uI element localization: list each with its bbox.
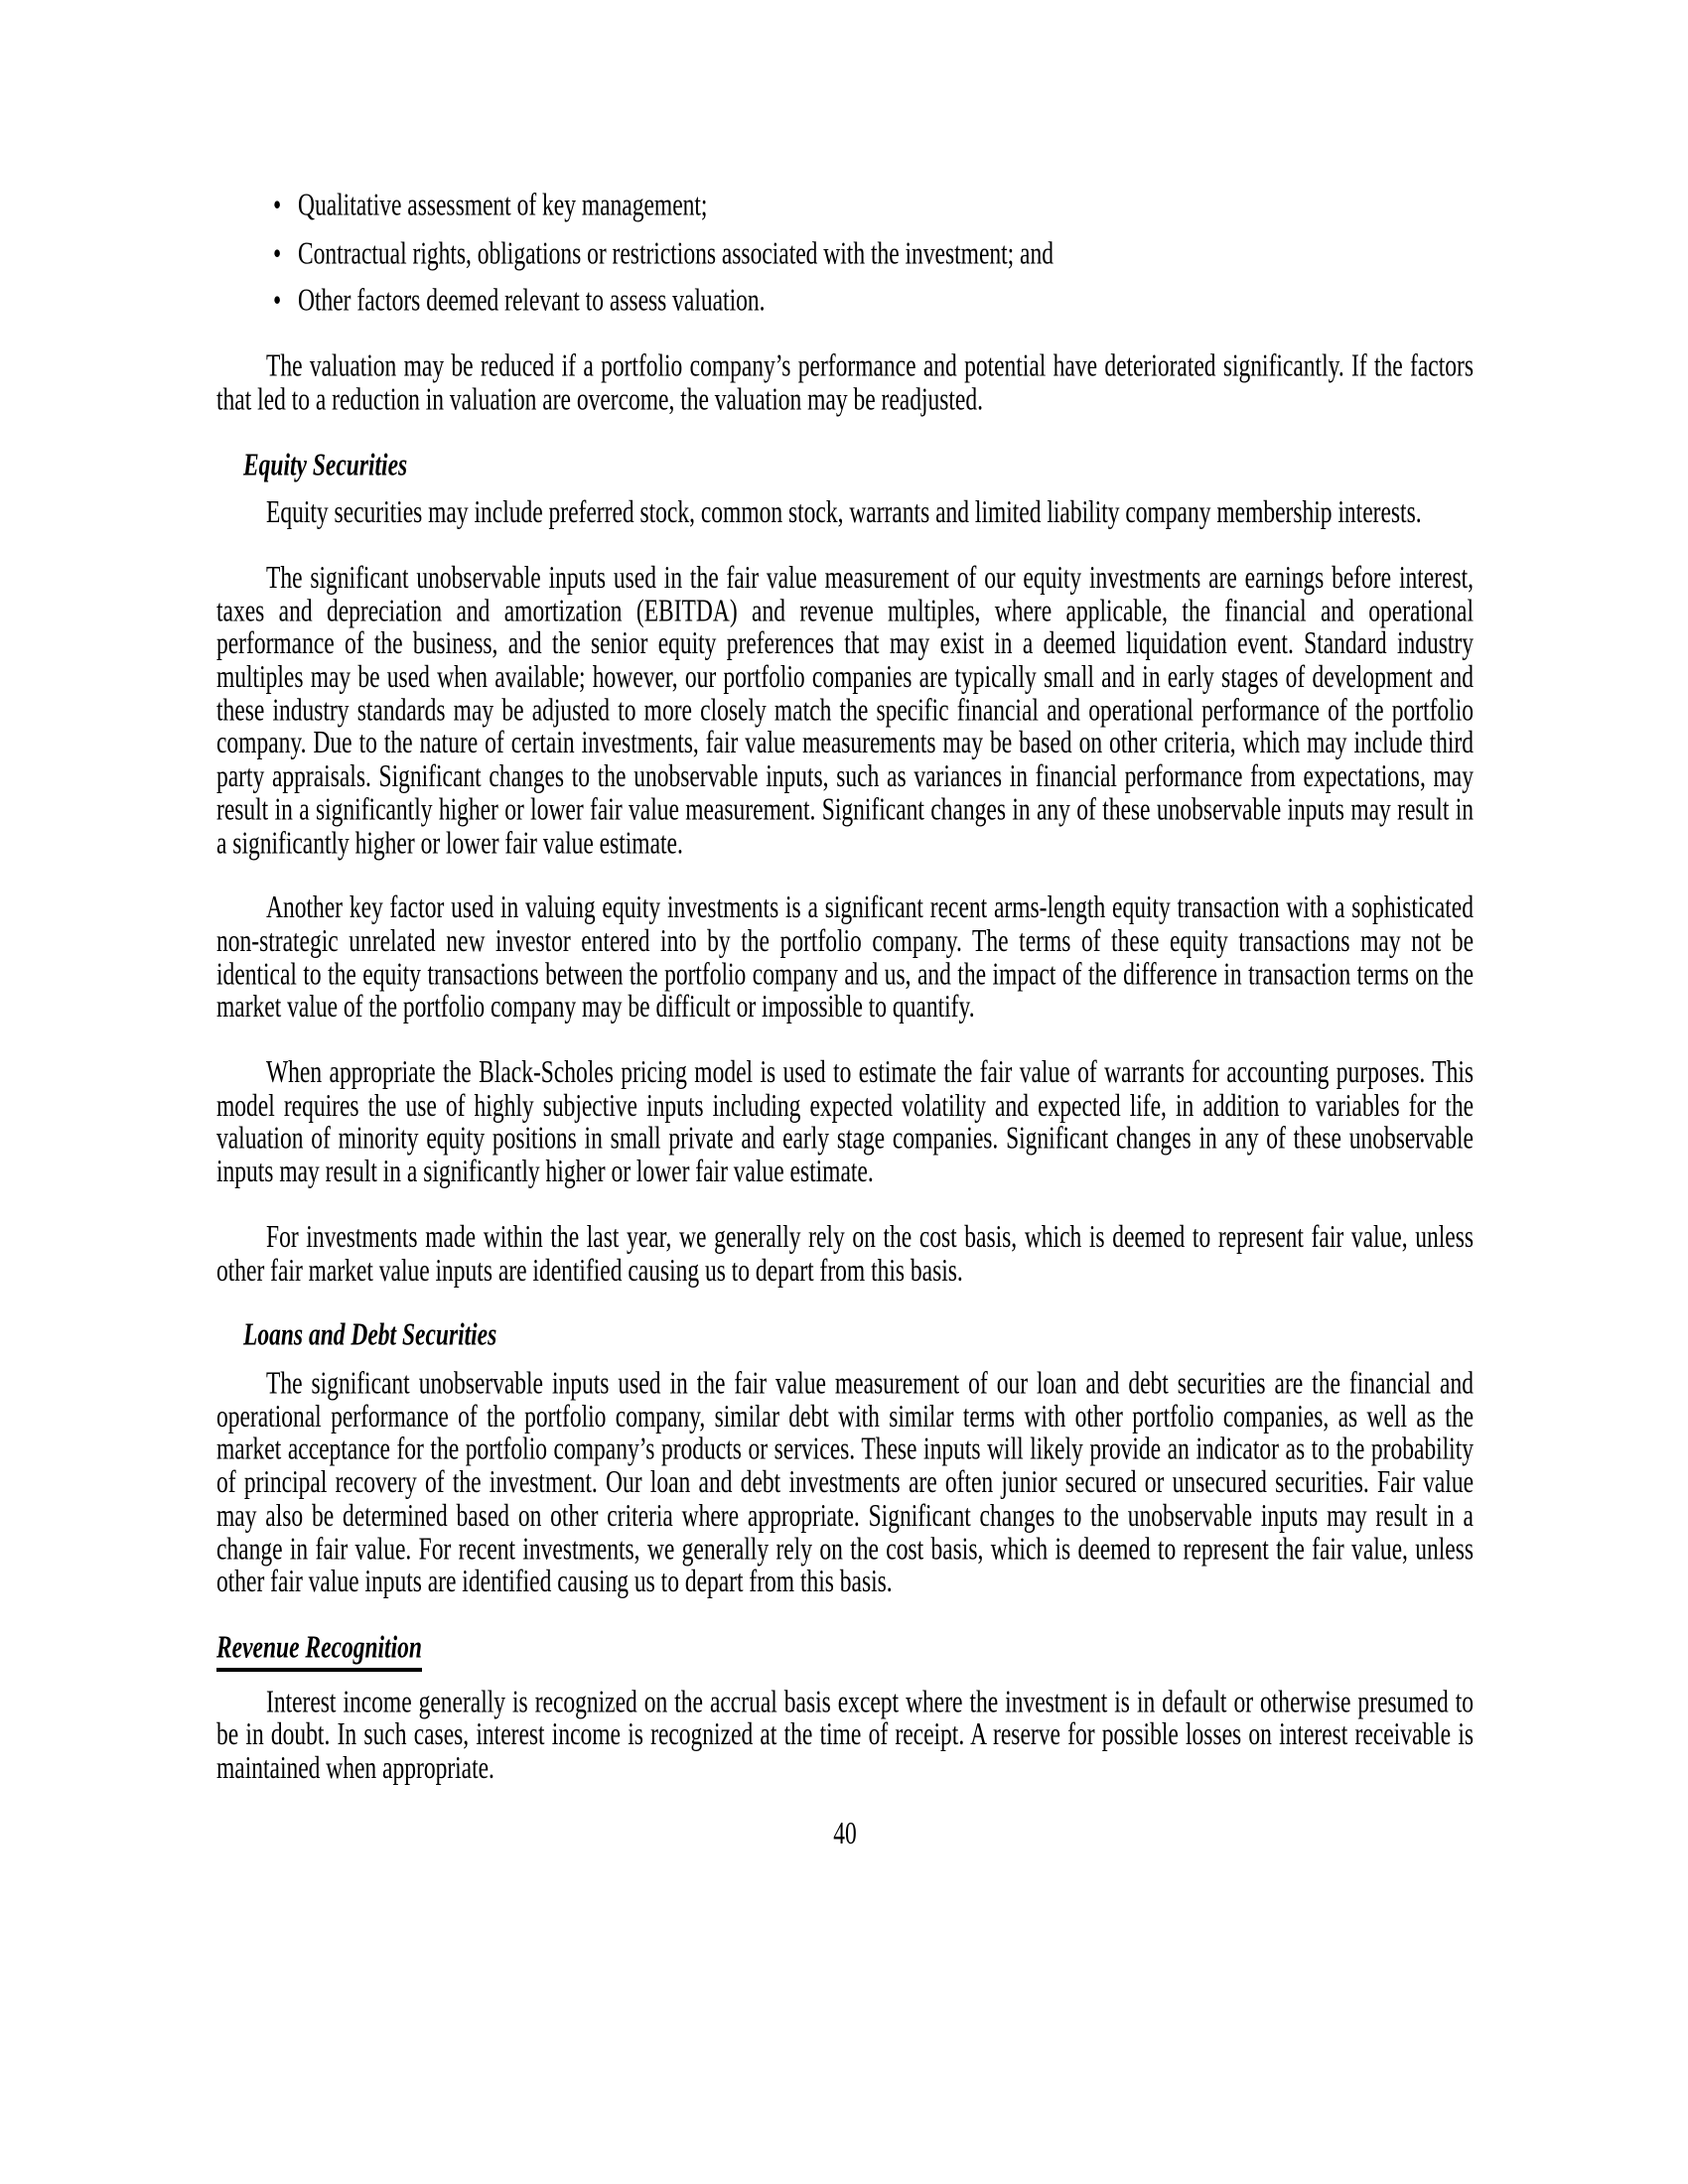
paragraph-loan-unobservable-inputs: The significant unobservable inputs used in the fair value measurement of our loan and debt securities are the financial and operational performance of the portfolio company, similar debt with similar terms with other portfolio companies, as well as the market acceptance for the portfolio company’s products or services. These inputs will likely provide an indicator as to the probability of principal recovery of the investment. Our loan and debt investments are often junior secured or unsecured securities. Fair value may also be determined based on other criteria where appropriate. Significant changes to the unobservable inputs may result in a change in fair value. For recent investments, we generally rely on the cost basis, which is deemed to represent the fair value, unless other fair value inputs are identified causing us to depart from this basis. [216,1366,1474,1600]
paragraph-equity-intro: Equity securities may include preferred stock, common stock, warrants and limited liability company membership interests. [266,495,1422,531]
paragraph-arms-length-transaction: Another key factor used in valuing equity investments is a significant recent arms-length equity transaction with a sophisticated non-strategic unrelated new investor entered into by the portfolio company. The terms of these equity transactions may not be identical to the equity transactions between the portfolio company and us, and the impact of the difference in transaction terms on the market value of the portfolio company may be difficult or impossible to quantify. [216,890,1474,1025]
heading-revenue-recognition [216,1631,1474,1671]
page-number: 40 [833,1816,857,1851]
paragraph-valuation-adjustment: The valuation may be reduced if a portfolio company’s performance and potential have deteriorated significantly. If the factors that led to a reduction in valuation are overcome, the valuation may be readjusted. [216,348,1474,418]
bullet-text: Other factors deemed relevant to assess valuation. [298,284,766,320]
bullet-icon: • [273,284,282,320]
paragraph-equity-unobservable-inputs: The significant unobservable inputs used in the fair value measurement of our equity investments are earnings before interest, taxes and depreciation and amortization (EBITDA) and revenue multiples, where applicable, the financial and operational performance of the business, and the senior equity preferences that may exist in a deemed liquidation event. Standard industry multiples may be used when available; however, our portfolio companies are typically small and in early stages of development and these industry standards may be adjusted to more closely match the specific financial and operational performance of the portfolio company. Due to the nature of certain investments, fair value measurements may be based on other criteria, which may include third party appraisals. Significant changes to the unobservable inputs, such as variances in financial performance from expectations, may result in a significantly higher or lower fair value measurement. Significant changes in any of these unobservable inputs may result in a significantly higher or lower fair value estimate. [216,560,1474,861]
bullet-item [216,237,1474,270]
heading-loans-debt-securities: Loans and Debt Securities [243,1318,497,1354]
document-body [216,190,1474,1850]
bullet-item [216,190,1474,222]
bullet-icon: • [273,188,282,223]
paragraph-interest-income: Interest income generally is recognized on the accrual basis except where the investment is in default or otherwise presumed to be in doubt. In such cases, interest income is recognized at the time of receipt. A reserve for possible losses on interest receivable is maintained when appropriate. [216,1685,1474,1786]
paragraph-cost-basis: For investments made within the last year, we generally rely on the cost basis, which is deemed to represent fair value, unless other fair market value inputs are identified causing us to depart from this basis. [216,1219,1474,1289]
heading-revenue-recognition-text: Revenue Recognition [216,1631,422,1671]
paragraph-black-scholes: When appropriate the Black-Scholes pricing model is used to estimate the fair value of warrants for accounting purposes. This model requires the use of highly subjective inputs including expected volatility and expected life, in addition to variables for the valuation of minority equity positions in small private and early stage companies. Significant changes in any of these unobservable inputs may result in a significantly higher or lower fair value estimate. [216,1055,1474,1190]
bullet-item [216,285,1474,318]
bullet-text: Qualitative assessment of key management; [298,188,708,223]
bullet-text: Contractual rights, obligations or restrictions associated with the investment; and [298,235,1054,271]
bullet-icon: • [273,235,282,271]
heading-equity-securities: Equity Securities [243,447,408,482]
